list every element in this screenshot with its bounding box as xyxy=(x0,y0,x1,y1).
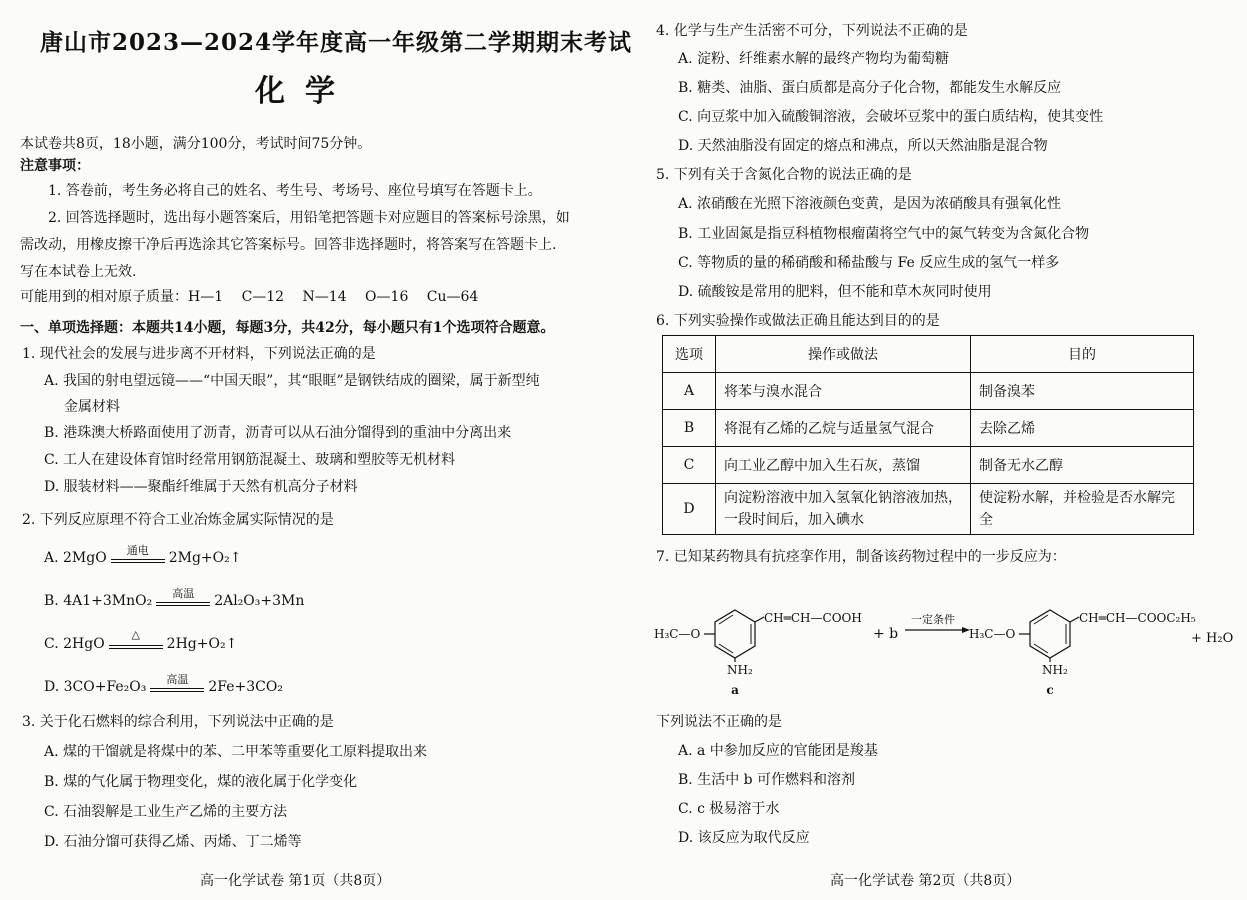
q2-stem: 2. 下列反应原理不符合工业冶炼金属实际情况的是 xyxy=(22,512,334,528)
reagent-b: + b xyxy=(873,626,899,642)
product-side-chain: CH═CH—COOC₂H₅ xyxy=(1079,611,1196,625)
byproduct-water: + H₂O xyxy=(1191,631,1234,646)
equation-reactants: B. 4A1+3MnO₂ xyxy=(44,593,153,609)
q5-option-d: D. 硫酸铵是常用的肥料，但不能和草木灰同时使用 xyxy=(678,284,992,300)
q7-option-d: D. 该反应为取代反应 xyxy=(678,830,810,846)
q7-option-b: B. 生活中 b 可作燃料和溶剂 xyxy=(678,772,856,788)
table-cell-option: A xyxy=(663,373,716,410)
operation-line-2: 一段时间后，加入碘水 xyxy=(724,512,864,528)
subject-title: 化学 xyxy=(255,74,355,109)
notice-item-2: 2. 回答选择题时，选出每小题答案后，用铅笔把答题卡对应题目的答案标号涂黑，如 xyxy=(48,210,570,226)
q6-table xyxy=(662,335,1194,535)
table-cell-option: B xyxy=(663,410,716,447)
q5-option-b: B. 工业固氮是指豆科植物根瘤菌将空气中的氮气转变为含氮化合物 xyxy=(678,226,1090,242)
q3-option-d: D. 石油分馏可获得乙烯、丙烯、丁二烯等 xyxy=(44,834,302,850)
table-cell-goal: 使淀粉水解，并检验是否水解完全 xyxy=(971,484,1194,535)
reaction-condition: 一定条件 xyxy=(911,613,955,626)
reaction-condition xyxy=(150,673,204,697)
page-footer: 高一化学试卷 第2页（共8页） xyxy=(830,873,1021,889)
page-footer: 高一化学试卷 第1页（共8页） xyxy=(200,873,391,889)
condition-label: 高温 xyxy=(166,673,189,686)
reactant-side-chain: CH═CH—COOH xyxy=(764,611,862,625)
q6-stem: 6. 下列实验操作或做法正确且能达到目的的是 xyxy=(656,313,940,329)
table-cell-goal: 制备溴苯 xyxy=(971,373,1194,410)
atomic-masses: 可能用到的相对原子质量：H—1 C—12 N—14 O—16 Cu—64 xyxy=(20,289,479,305)
q5-option-a: A. 浓硝酸在光照下溶液颜色变黄，是因为浓硝酸具有强氧化性 xyxy=(678,196,1062,212)
exam-info: 本试卷共8页，18小题，满分100分，考试时间75分钟。 xyxy=(20,136,372,152)
q1-option-c: C. 工人在建设体育馆时经常用钢筋混凝土、玻璃和塑胶等无机材料 xyxy=(44,452,456,468)
table-row xyxy=(663,373,1194,410)
equation-reactants: D. 3CO+Fe₂O₃ xyxy=(44,679,147,695)
condition-label: 通电 xyxy=(126,544,149,557)
q4-option-a: A. 淀粉、纤维素水解的最终产物均为葡萄糖 xyxy=(678,51,950,67)
benzene-ring-c xyxy=(1030,610,1070,658)
benzene-ring-a xyxy=(715,610,755,658)
table-cell-operation: 向工业乙醇中加入生石灰，蒸馏 xyxy=(716,447,971,484)
notice-item-2-cont: 需改动，用橡皮擦干净后再选涂其它答案标号。回答非选择题时，将答案写在答题卡上. xyxy=(20,237,557,253)
q1-option-b: B. 港珠澳大桥路面使用了沥青，沥青可以从石油分馏得到的重油中分离出来 xyxy=(44,425,512,441)
table-cell-goal: 去除乙烯 xyxy=(971,410,1194,447)
q3-option-c: C. 石油裂解是工业生产乙烯的主要方法 xyxy=(44,804,288,820)
q2-option-b xyxy=(44,587,305,611)
table-cell-operation xyxy=(716,484,971,535)
equation-products: 2Fe+3CO₂ xyxy=(208,679,283,695)
equation-products: 2Mg+O₂↑ xyxy=(168,550,242,566)
q5-stem: 5. 下列有关于含氮化合物的说法正确的是 xyxy=(656,167,912,183)
exam-title: 唐山市2023—2024学年度高一年级第二学期期末考试 xyxy=(40,29,633,56)
notice-item-1: 1. 答卷前，考生务必将自己的姓名、考生号、考场号、座位号填写在答题卡上。 xyxy=(48,183,542,199)
q3-stem: 3. 关于化石燃料的综合利用，下列说法中正确的是 xyxy=(22,714,334,730)
product-amine: NH₂ xyxy=(1042,663,1068,677)
table-header: 目的 xyxy=(971,336,1194,373)
table-cell-goal: 制备无水乙醇 xyxy=(971,447,1194,484)
reactant-methoxy: H₃C—O xyxy=(654,627,701,641)
table-cell-operation: 将混有乙烯的乙烷与适量氢气混合 xyxy=(716,410,971,447)
equation-products: 2Hg+O₂↑ xyxy=(166,636,238,652)
q7-stem: 7. 已知某药物具有抗痉挛作用，制备该药物过程中的一步反应为： xyxy=(656,549,1066,565)
q4-option-b: B. 糖类、油脂、蛋白质都是高分子化合物，都能发生水解反应 xyxy=(678,80,1062,96)
table-row xyxy=(663,484,1194,535)
q3-option-b: B. 煤的气化属于物理变化，煤的液化属于化学变化 xyxy=(44,774,358,790)
reaction-condition xyxy=(109,628,163,654)
table-row xyxy=(663,410,1194,447)
q7-question: 下列说法不正确的是 xyxy=(656,714,782,730)
q2-option-d xyxy=(44,673,283,697)
condition-label: △ xyxy=(131,628,140,641)
exam-page-2 xyxy=(640,0,1247,900)
notice-heading: 注意事项： xyxy=(20,158,90,174)
table-header-row xyxy=(663,336,1194,373)
equation-products: 2Al₂O₃+3Mn xyxy=(214,593,305,609)
q1-option-a-cont: 金属材料 xyxy=(64,399,120,415)
reaction-scheme xyxy=(640,596,1247,706)
equation-reactants: A. 2MgO xyxy=(44,550,107,566)
table-cell-option: C xyxy=(663,447,716,484)
q2-option-a xyxy=(44,544,242,568)
reactant-amine: NH₂ xyxy=(727,663,753,677)
compound-label-c: c xyxy=(1046,683,1054,697)
table-cell-option: D xyxy=(663,484,716,535)
q1-option-d: D. 服装材料——聚酯纤维属于天然有机高分子材料 xyxy=(44,479,358,495)
operation-line-1: 向淀粉溶液中加入氢氧化钠溶液加热， xyxy=(724,490,962,506)
reaction-condition xyxy=(111,544,165,568)
section-heading: 一、单项选择题：本题共14小题，每题3分，共42分，每小题只有1个选项符合题意。 xyxy=(20,320,555,336)
product-methoxy: H₃C—O xyxy=(969,627,1016,641)
q7-option-a: A. a 中参加反应的官能团是羧基 xyxy=(678,743,878,759)
q1-stem: 1. 现代社会的发展与进步离不开材料，下列说法正确的是 xyxy=(22,346,376,362)
notice-item-2-end: 写在本试卷上无效. xyxy=(20,264,137,280)
equation-reactants: C. 2HgO xyxy=(44,636,105,652)
table-header: 操作或做法 xyxy=(716,336,971,373)
compound-label-a: a xyxy=(731,683,739,697)
q1-option-a: A. 我国的射电望远镜——“中国天眼”，其“眼眶”是钢铁结成的圈梁，属于新型纯 xyxy=(44,373,540,389)
q2-option-c xyxy=(44,628,238,654)
q4-option-c: C. 向豆浆中加入硫酸铜溶液，会破坏豆浆中的蛋白质结构，使其变性 xyxy=(678,109,1104,125)
table-header: 选项 xyxy=(663,336,716,373)
table-cell-operation: 将苯与溴水混合 xyxy=(716,373,971,410)
q4-option-d: D. 天然油脂没有固定的熔点和沸点，所以天然油脂是混合物 xyxy=(678,138,1048,154)
q3-option-a: A. 煤的干馏就是将煤中的苯、二甲苯等重要化工原料提取出来 xyxy=(44,744,428,760)
condition-label: 高温 xyxy=(172,587,195,600)
table-row xyxy=(663,447,1194,484)
reaction-condition xyxy=(156,587,210,611)
q4-stem: 4. 化学与生产生活密不可分，下列说法不正确的是 xyxy=(656,23,968,39)
q5-option-c: C. 等物质的量的稀硝酸和稀盐酸与 Fe 反应生成的氢气一样多 xyxy=(678,255,1060,271)
q7-option-c: C. c 极易溶于水 xyxy=(678,801,780,817)
